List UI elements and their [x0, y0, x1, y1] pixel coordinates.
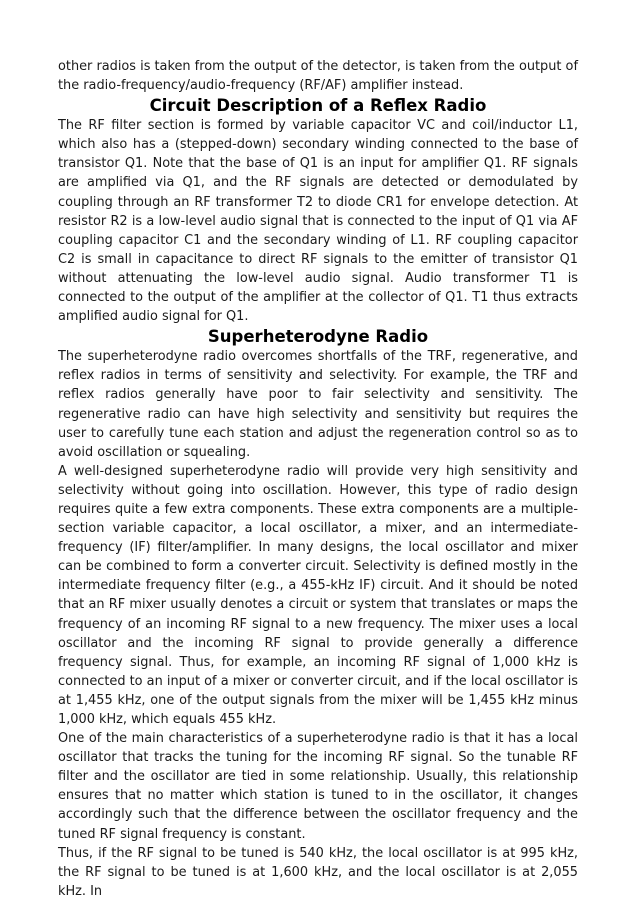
- reflex-radio-paragraph: The RF filter section is formed by variable capacitor VC and coil/inductor L1, which also has a (stepped-down) secondary winding connected to the base of transistor Q1. Note that the base of Q1 is an input for amplifier Q1. RF signals are amplified via Q1, and the RF signals are detected or demodulated by coupling through an RF transformer T2 to diode CR1 for envelope detection. At resistor R2 is a low-level audio signal that is connected to the input of Q1 via AF coupling capacitor C1 and the secondary winding of L1. RF coupling capacitor C2 is small in capacitance to direct RF signals to the emitter of transistor Q1 without attenuating the low-level audio signal. Audio transformer T1 is connected to the output of the amplifier at the collector of Q1. T1 thus extracts amplified audio signal for Q1.: [58, 118, 578, 325]
- superheterodyne-paragraph-2: A well-designed superheterodyne radio will provide very high sensitivity and selectivity without going into oscillation. However, this type of radio design requires quite a few extra components. These extra components are a multiple-section variable capacitor, a local oscillator, a mixer, and an intermediate-frequency (IF) filter/amplifier. In many designs, the local oscillator and mixer can be combined to form a converter circuit. Selectivity is defined mostly in the intermediate frequency filter (e.g., a 455-kHz IF) circuit. And it should be noted that an RF mixer usually denotes a circuit or system that translates or maps the frequency of an incoming RF signal to a new frequency. The mixer uses a local oscillator and the incoming RF signal to provide generally a difference frequency signal. Thus, for example, an incoming RF signal of 1,000 kHz is connected to an input of a mixer or converter circuit, and if the local oscillator is at 1,455 kHz, one of the output signals from the mixer will be 1,455 kHz minus 1,000 kHz, which equals 455 kHz.: [58, 463, 578, 727]
- section-heading-reflex-radio: Circuit Description of a Reflex Radio: [149, 96, 487, 116]
- section-heading-superheterodyne-radio: Superheterodyne Radio: [207, 327, 429, 347]
- superheterodyne-paragraph-3: One of the main characteristics of a superheterodyne radio is that it has a local oscillator that tracks the tuning for the incoming RF signal. So the tunable RF filter and the oscillator are tied in some relationship. Usually, this relationship ensures that no matter which station is tuned to in the oscillator, it changes accordingly such that the difference between the oscillator frequency and the tuned RF signal frequency is constant.: [58, 731, 578, 842]
- superheterodyne-paragraph-4: Thus, if the RF signal to be tuned is 540 kHz, the local oscillator is at 995 kHz, the RF signal to be tuned is at 1,600 kHz, and the local oscillator is at 2,055 kHz. In: [58, 845, 578, 899]
- superheterodyne-paragraph-1: The superheterodyne radio overcomes shortfalls of the TRF, regenerative, and reflex radios in terms of sensitivity and selectivity. For example, the TRF and reflex radios generally have poor to fair selectivity and sensitivity. The regenerative radio can have high selectivity and sensitivity but requires the user to carefully tune each station and adjust the regeneration control so as to avoid oscillation or squealing.: [58, 349, 578, 460]
- intro-paragraph: other radios is taken from the output of the detector, is taken from the output of the radio-frequency/audio-frequency (RF/AF) amplifier instead.: [58, 59, 578, 94]
- document-page: [58, 57, 578, 901]
